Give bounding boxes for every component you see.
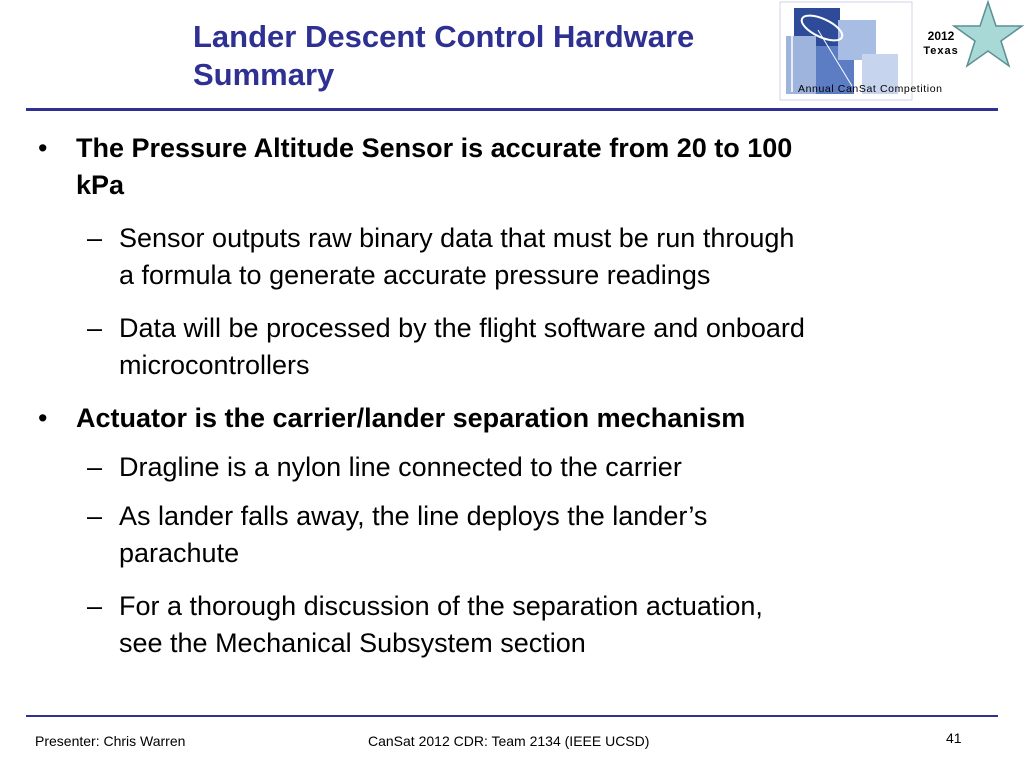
sub-bullet-marker: – (87, 313, 103, 343)
sub-bullet-text-line: Sensor outputs raw binary data that must be run through (119, 223, 795, 253)
sub-bullet-marker: – (87, 223, 103, 253)
footer-divider (26, 715, 998, 717)
sub-bullet-text-line: a formula to generate accurate pressure readings (119, 260, 711, 290)
sub-bullet-text-line: For a thorough discussion of the separation actuation, (119, 591, 763, 621)
logo-competition: Annual CanSat Competition (798, 83, 943, 95)
sub-bullet-text-line: parachute (119, 538, 240, 568)
sub-bullet-item (87, 220, 989, 294)
slide-title-line-2: Summary (193, 57, 335, 92)
logo-year: 2012 (927, 29, 955, 43)
bullet-item (38, 400, 996, 437)
footer-event: CanSat 2012 CDR: Team 2134 (IEEE UCSD) (368, 733, 650, 749)
slide-title-line-1: Lander Descent Control Hardware (193, 19, 695, 54)
bullet-marker: • (38, 403, 48, 433)
sub-bullet-text-line: see the Mechanical Subsystem section (119, 628, 586, 658)
sub-bullet-text-line: Dragline is a nylon line connected to the carrier (119, 452, 682, 482)
sub-bullet-marker: – (87, 501, 103, 531)
sub-bullet-marker: – (87, 591, 103, 621)
sub-bullet-item (87, 498, 989, 572)
logo-state: Texas (923, 45, 959, 57)
bullet-item (38, 130, 996, 204)
sub-bullet-text-line: microcontrollers (119, 350, 310, 380)
sub-bullet-item (87, 449, 989, 486)
bullet-text-line: Actuator is the carrier/lander separation mechanism (76, 403, 746, 433)
bullet-text-line: The Pressure Altitude Sensor is accurate from 20 to 100 (76, 133, 793, 163)
sub-bullet-text-line: As lander falls away, the line deploys the lander’s (119, 501, 708, 531)
bullet-marker: • (38, 133, 48, 163)
sub-bullet-item (87, 310, 989, 384)
footer-presenter: Presenter: Chris Warren (35, 733, 186, 749)
sub-bullet-marker: – (87, 452, 103, 482)
slide-number: 41 (946, 730, 962, 746)
sub-bullet-text-line: Data will be processed by the flight software and onboard (119, 313, 805, 343)
sub-bullet-item (87, 588, 989, 662)
bullet-text-line: kPa (76, 170, 125, 200)
